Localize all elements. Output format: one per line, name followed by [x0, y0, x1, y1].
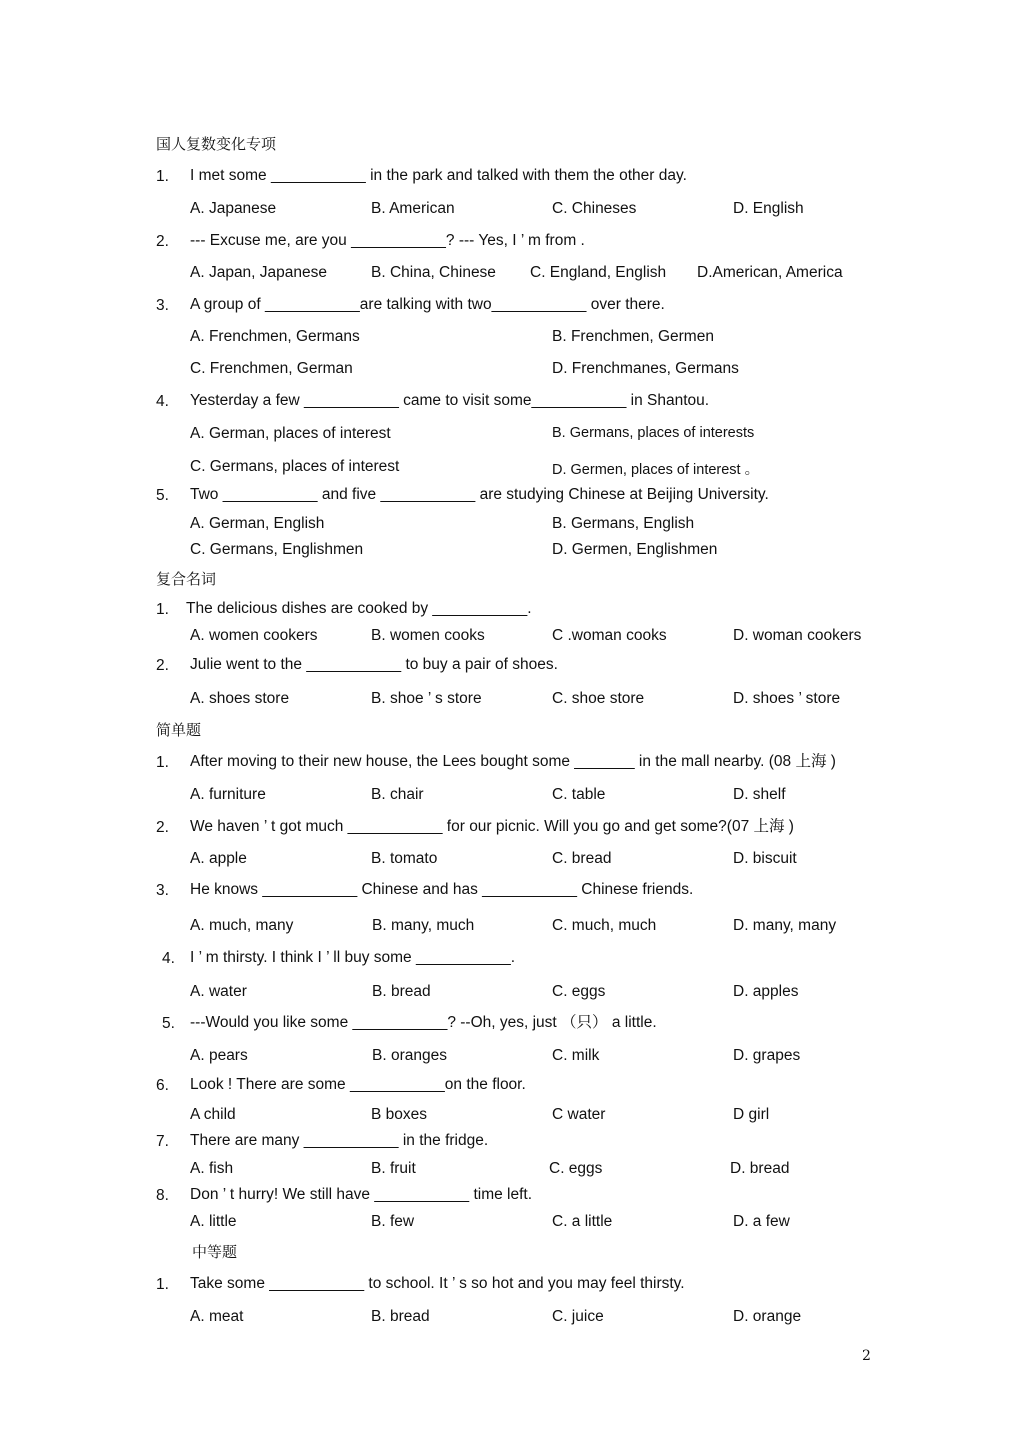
option-c: C. Germans, places of interest: [190, 458, 400, 475]
option-d: D girl: [733, 1106, 770, 1123]
option-c: C. much, much: [552, 917, 657, 934]
option-b: B. many, much: [372, 917, 475, 934]
question-number: 4.: [156, 393, 169, 410]
option-b: B. China, Chinese: [371, 264, 496, 281]
option-a: A. Frenchmen, Germans: [190, 328, 360, 345]
option-c: C. shoe store: [552, 690, 645, 707]
option-b: B. chair: [371, 786, 424, 803]
option-a: A. water: [190, 983, 247, 1000]
section-title: 中等题: [192, 1243, 238, 1261]
option-b: B. few: [371, 1213, 415, 1230]
question-number: 1.: [156, 601, 169, 618]
option-a: A. little: [190, 1213, 237, 1230]
option-d: D. Germen, Englishmen: [552, 541, 718, 558]
question-stem: Don ’ t hurry! We still have ___________ time left.: [190, 1186, 533, 1203]
question-stem: After moving to their new house, the Lees bought some _______ in the mall nearby. (08 上海 ): [190, 753, 836, 770]
option-a: A. meat: [190, 1308, 244, 1325]
option-a: A. pears: [190, 1047, 248, 1064]
option-d: D. shoes ’ store: [733, 690, 841, 707]
question-number: 1.: [156, 168, 169, 185]
option-c: C. a little: [552, 1213, 613, 1230]
option-a: A. women cookers: [190, 627, 318, 644]
option-d: D. biscuit: [733, 850, 797, 867]
question-stem: --- Excuse me, are you ___________? --- Yes, I ’ m from .: [190, 232, 585, 249]
question-stem: A group of ___________are talking with two___________ over there.: [190, 296, 665, 313]
option-c: C. bread: [552, 850, 612, 867]
option-b: B. tomato: [371, 850, 438, 867]
question-stem: Julie went to the ___________ to buy a pair of shoes.: [190, 656, 558, 673]
option-c: C water: [552, 1106, 606, 1123]
question-number: 5.: [162, 1015, 175, 1032]
option-b: B. Germans, English: [552, 515, 695, 532]
option-d: D. woman cookers: [733, 627, 862, 644]
question-number: 5.: [156, 487, 169, 504]
option-d: D. many, many: [733, 917, 837, 934]
question-number: 1.: [156, 754, 169, 771]
question-number: 1.: [156, 1276, 169, 1293]
option-d: D. English: [733, 200, 804, 217]
option-c: C. Frenchmen, German: [190, 360, 353, 377]
option-d: D. Frenchmanes, Germans: [552, 360, 739, 377]
question-stem: He knows ___________ Chinese and has ___________ Chinese friends.: [190, 881, 694, 898]
option-d: D. shelf: [733, 786, 786, 803]
option-c: C. England, English: [530, 264, 667, 281]
question-number: 2.: [156, 657, 169, 674]
option-a: A. much, many: [190, 917, 294, 934]
question-stem: I ’ m thirsty. I think I ’ ll buy some ___________.: [190, 949, 516, 966]
option-c: C. eggs: [552, 983, 606, 1000]
option-d: D. apples: [733, 983, 799, 1000]
option-a: A. Japan, Japanese: [190, 264, 328, 281]
question-stem: Take some ___________ to school. It ’ s so hot and you may feel thirsty.: [190, 1275, 685, 1292]
option-c: C. Chineses: [552, 200, 637, 217]
question-number: 2.: [156, 819, 169, 836]
section-title: 国人复数变化专项: [156, 135, 277, 153]
option-b: B. women cooks: [371, 627, 485, 644]
option-a: A child: [190, 1106, 236, 1123]
question-number: 3.: [156, 297, 169, 314]
section-title: 复合名词: [156, 570, 217, 588]
question-number: 3.: [156, 882, 169, 899]
question-number: 4.: [162, 950, 175, 967]
page-number: 2: [862, 1348, 871, 1364]
option-b: B. Frenchmen, Germen: [552, 328, 714, 345]
option-b: B. fruit: [371, 1160, 416, 1177]
question-stem: We haven ’ t got much ___________ for our picnic. Will you go and get some?(07 上海 ): [190, 818, 794, 835]
option-c: C. eggs: [549, 1160, 603, 1177]
question-stem: Two ___________ and five ___________ are studying Chinese at Beijing University.: [190, 486, 769, 503]
option-c: C. milk: [552, 1047, 600, 1064]
option-a: A. fish: [190, 1160, 234, 1177]
question-number: 8.: [156, 1187, 169, 1204]
option-b: B. bread: [371, 1308, 430, 1325]
option-d: D.American, America: [697, 264, 843, 281]
option-a: A. apple: [190, 850, 247, 867]
option-a: A. German, places of interest: [190, 425, 391, 442]
option-a: A. furniture: [190, 786, 266, 803]
option-a: A. German, English: [190, 515, 325, 532]
option-d: D. grapes: [733, 1047, 801, 1064]
option-a: A. shoes store: [190, 690, 290, 707]
question-number: 7.: [156, 1133, 169, 1150]
question-stem: The delicious dishes are cooked by ___________.: [186, 600, 532, 617]
option-a: A. Japanese: [190, 200, 277, 217]
question-stem: I met some ___________ in the park and talked with them the other day.: [190, 167, 687, 184]
option-c: C. juice: [552, 1308, 604, 1325]
question-stem: There are many ___________ in the fridge.: [190, 1132, 489, 1149]
option-d: D. a few: [733, 1213, 790, 1230]
option-b: B. bread: [372, 983, 431, 1000]
question-stem: Look ! There are some ___________on the floor.: [190, 1076, 526, 1093]
option-c: C .woman cooks: [552, 627, 667, 644]
option-c: C. table: [552, 786, 606, 803]
option-b: B. shoe ’ s store: [371, 690, 482, 707]
option-b: B. American: [371, 200, 455, 217]
question-stem: Yesterday a few ___________ came to visit some___________ in Shantou.: [190, 392, 710, 409]
option-d: D. Germen, places of interest 。: [552, 462, 760, 478]
question-stem: ---Would you like some ___________? --Oh, yes, just （只） a little.: [190, 1014, 657, 1031]
question-number: 2.: [156, 233, 169, 250]
option-c: C. Germans, Englishmen: [190, 541, 364, 558]
option-b: B boxes: [371, 1106, 428, 1123]
section-title: 简单题: [156, 721, 202, 739]
option-b: B. oranges: [372, 1047, 447, 1064]
option-b: B. Germans, places of interests: [552, 425, 755, 441]
option-d: D. orange: [733, 1308, 802, 1325]
question-number: 6.: [156, 1077, 169, 1094]
option-d: D. bread: [730, 1160, 790, 1177]
